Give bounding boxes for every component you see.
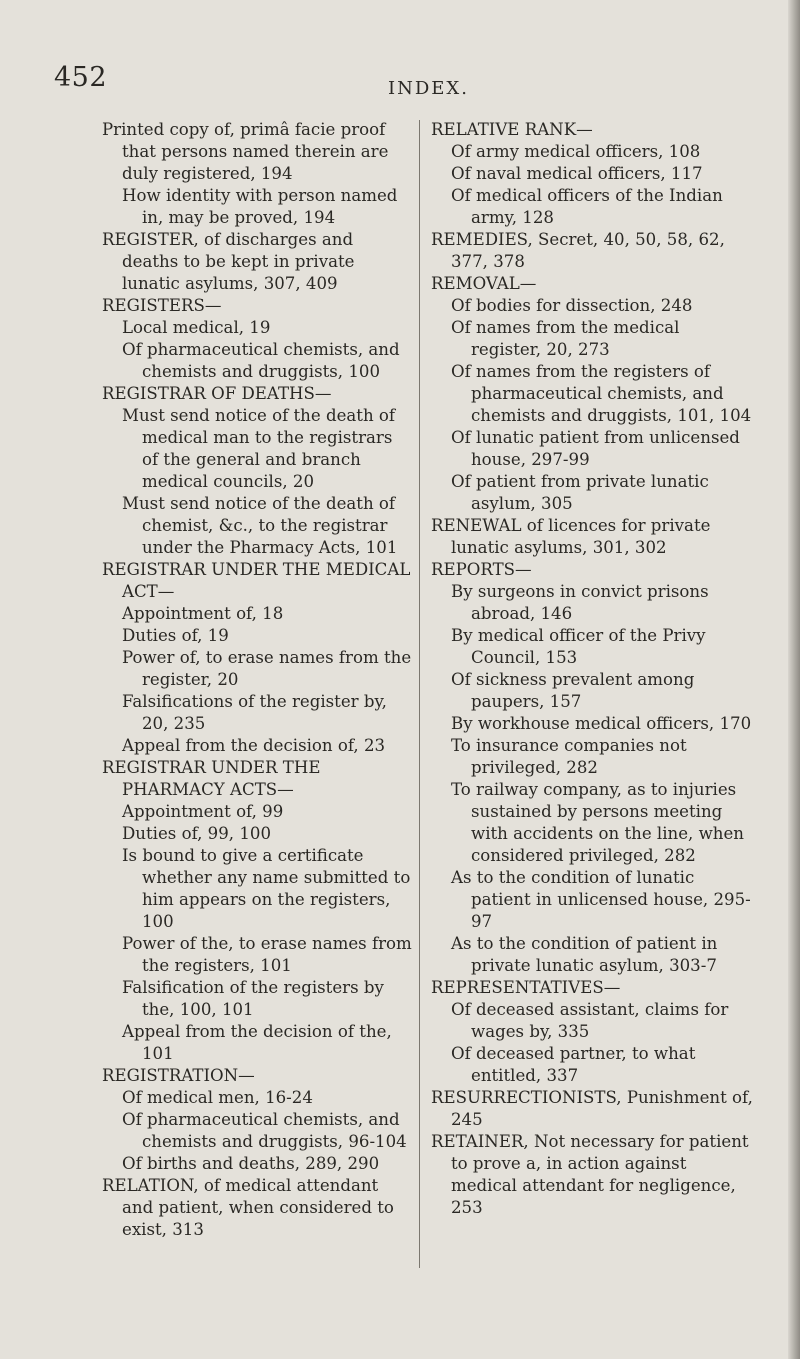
index-sub-entry: Of pharmaceutical chemists, and chemists and druggists, 96-104 (122, 1110, 407, 1151)
index-sub-entry: Must send notice of the death of medical man to the registrars of the general and branch medical councils, 20 (122, 406, 396, 491)
index-sub-entry: Of deceased partner, to what entitled, 337 (451, 1044, 696, 1085)
index-sub-entry: Must send notice of the death of chemist, &c., to the registrar under the Pharmacy Acts, 101 (122, 494, 398, 557)
running-head: INDEX. (388, 78, 469, 99)
page-number: 452 (54, 62, 108, 93)
index-sub-entry: Falsifications of the register by, 20, 235 (122, 692, 387, 733)
index-heading-entry: REMOVAL— (431, 274, 537, 293)
index-sub-entry: Of names from the registers of pharmaceutical chemists, and chemists and druggists, 101, 104 (451, 362, 752, 425)
index-sub-entry: Appeal from the decision of the, 101 (122, 1022, 392, 1063)
index-heading-entry: RETAINER, Not necessary for patient to prove a, in action against medical attendant for negligence, 253 (431, 1132, 749, 1217)
index-sub-entry: Local medical, 19 (122, 318, 271, 337)
index-sub-entry: Appeal from the decision of, 23 (122, 736, 386, 755)
index-heading-entry: REMEDIES, Secret, 40, 50, 58, 62, 377, 378 (431, 230, 725, 271)
index-heading-entry: RENEWAL of licences for private lunatic asylums, 301, 302 (431, 516, 711, 557)
index-heading-entry: REPRESENTATIVES— (431, 978, 621, 997)
index-sub-entry: How identity with person named in, may be proved, 194 (122, 186, 398, 227)
index-sub-entry: As to the condition of patient in private lunatic asylum, 303-7 (451, 934, 718, 975)
index-heading-entry: RESURRECTIONISTS, Punishment of, 245 (431, 1088, 753, 1129)
index-sub-entry: Of patient from private lunatic asylum, 305 (451, 472, 709, 513)
index-sub-entry: Appointment of, 18 (122, 604, 284, 623)
index-column-right (431, 119, 753, 1219)
index-sub-entry: Power of the, to erase names from the registers, 101 (122, 934, 412, 975)
index-heading-entry: Printed copy of, primâ facie proof that persons named therein are duly registered, 194 (102, 120, 389, 183)
index-sub-entry: Of lunatic patient from unlicensed house, 297-99 (451, 428, 740, 469)
index-heading-entry: REGISTRATION— (102, 1066, 255, 1085)
index-heading-entry: RELATION, of medical attendant and patient, when considered to exist, 313 (102, 1176, 394, 1239)
index-heading-entry: REGISTRAR OF DEATHS— (102, 384, 332, 403)
index-sub-entry: Of medical men, 16-24 (122, 1088, 313, 1107)
index-heading-entry: REGISTRAR UNDER THE MEDICAL ACT— (102, 560, 411, 601)
index-sub-entry: Duties of, 19 (122, 626, 229, 645)
index-sub-entry: To insurance companies not privileged, 282 (451, 736, 687, 777)
index-sub-entry: Power of, to erase names from the register, 20 (122, 648, 412, 689)
index-heading-entry: REGISTRAR UNDER THE PHARMACY ACTS— (102, 758, 321, 799)
index-heading-entry: RELATIVE RANK— (431, 120, 593, 139)
index-sub-entry: Of births and deaths, 289, 290 (122, 1154, 380, 1173)
index-sub-entry: Of medical officers of the Indian army, 128 (451, 186, 723, 227)
index-sub-entry: Of sickness prevalent among paupers, 157 (451, 670, 695, 711)
index-sub-entry: Of bodies for dissection, 248 (451, 296, 693, 315)
index-sub-entry: Duties of, 99, 100 (122, 824, 272, 843)
index-sub-entry: As to the condition of lunatic patient in unlicensed house, 295-97 (451, 868, 751, 931)
index-heading-entry: REPORTS— (431, 560, 532, 579)
index-sub-entry: Of naval medical officers, 117 (451, 164, 703, 183)
index-column-left (102, 119, 412, 1241)
index-sub-entry: Falsification of the registers by the, 100, 101 (122, 978, 384, 1019)
index-sub-entry: Of army medical officers, 108 (451, 142, 701, 161)
index-sub-entry: Appointment of, 99 (122, 802, 284, 821)
index-sub-entry: By medical officer of the Privy Council, 153 (451, 626, 706, 667)
index-heading-entry: REGISTER, of discharges and deaths to be kept in private lunatic asylums, 307, 409 (102, 230, 355, 293)
column-divider (419, 120, 420, 1268)
page-edge-shadow (788, 0, 800, 1359)
index-sub-entry: By workhouse medical officers, 170 (451, 714, 752, 733)
index-sub-entry: Of pharmaceutical chemists, and chemists and druggists, 100 (122, 340, 400, 381)
index-sub-entry: Of deceased assistant, claims for wages by, 335 (451, 1000, 729, 1041)
index-sub-entry: By surgeons in convict prisons abroad, 146 (451, 582, 709, 623)
index-sub-entry: Is bound to give a certificate whether any name submitted to him appears on the registers, 100 (122, 846, 411, 931)
index-sub-entry: Of names from the medical register, 20, 273 (451, 318, 680, 359)
index-sub-entry: To railway company, as to injuries sustained by persons meeting with accidents on the line, when considered privileged, 282 (451, 780, 744, 865)
index-heading-entry: REGISTERS— (102, 296, 222, 315)
